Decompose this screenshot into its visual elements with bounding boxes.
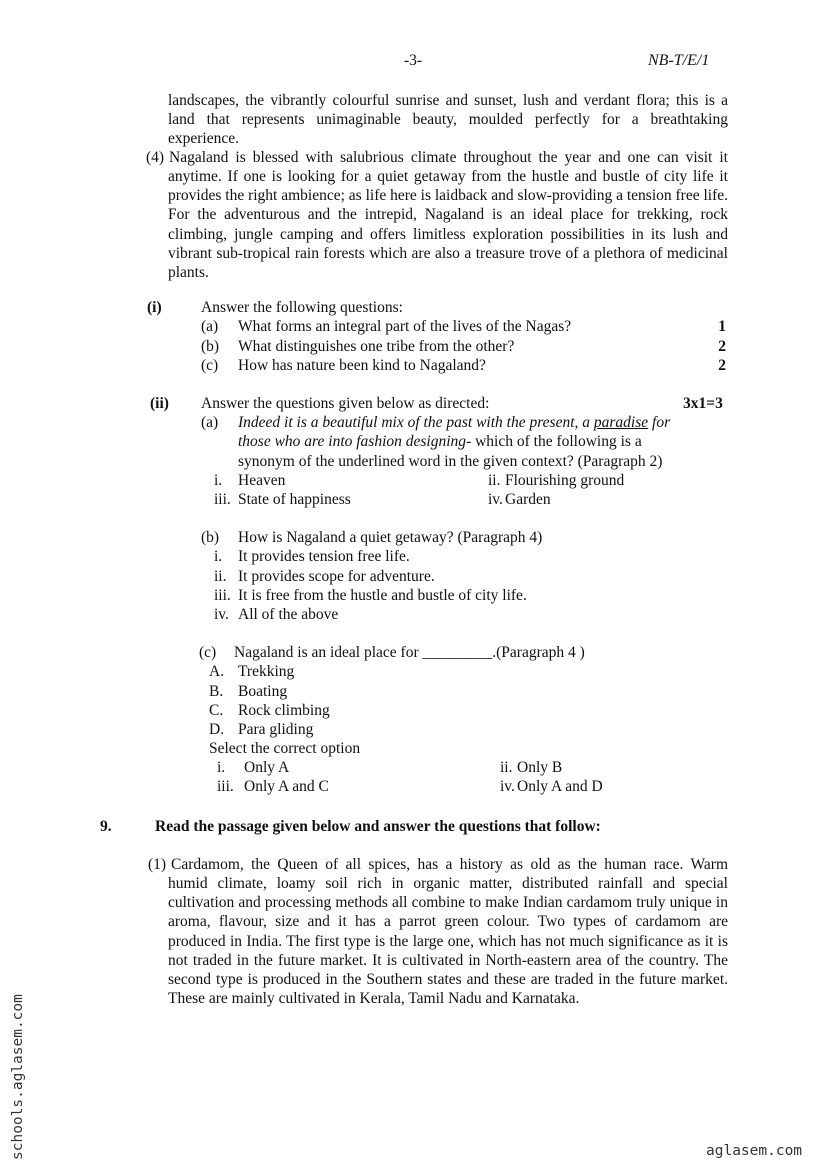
item-label: B. — [209, 683, 224, 700]
question-label: (b) — [201, 338, 220, 355]
question-text: What distinguishes one tribe from the other? — [238, 338, 515, 355]
paper-code: NB-T/E/1 — [648, 52, 710, 69]
option-label: iv. — [214, 606, 229, 623]
question-a-italic-text: for — [648, 414, 671, 431]
option-label: i. — [214, 472, 223, 489]
question-b-label: (b) — [201, 529, 220, 546]
question-a-italic-text: Indeed it is a beautiful mix of the past with the present, a — [238, 414, 594, 431]
question-b-text: How is Nagaland a quiet getaway? (Paragraph 4) — [238, 529, 543, 546]
passage-continued: landscapes, the vibrantly colourful sunrise and sunset, lush and verdant flora; this is a land that represents unimaginable beauty, moulded perfectly for a breathtaking experience. — [168, 92, 728, 148]
option-text: State of happiness — [238, 491, 351, 508]
item-label: D. — [209, 721, 225, 738]
section-ii-instruction: Answer the questions given below as directed: — [201, 395, 490, 412]
question-marks: 2 — [718, 338, 726, 355]
question-a-plain-text: - which of the following is a — [466, 433, 642, 450]
item-text: Trekking — [238, 663, 295, 680]
option-text: It provides scope for adventure. — [238, 568, 435, 585]
section-ii-number: (ii) — [150, 395, 169, 412]
item-label: C. — [209, 702, 224, 719]
paragraph-1-first-line: Cardamom, the Queen of all spices, has a history as old as the human race. Warm — [171, 856, 728, 873]
select-instruction: Select the correct option — [209, 740, 361, 757]
section-i-instruction: Answer the following questions: — [201, 299, 403, 316]
option-text: Only A — [244, 759, 290, 776]
item-text: Para gliding — [238, 721, 314, 738]
question-text: How has nature been kind to Nagaland? — [238, 357, 486, 374]
question-a-italic-text: those who are into fashion designing — [238, 433, 467, 450]
section-ii-marks: 3x1=3 — [683, 395, 723, 412]
question-a-label: (a) — [201, 414, 219, 431]
option-text: It is free from the hustle and bustle of city life. — [238, 587, 527, 604]
paragraph-1-text: humid climate, loamy soil rich in organic matter, distributed rainfall and special cultivation and processing methods all combine to make Indian cardamom truly unique in aroma, flavour, size and it has a parrot green colour. Two types of cardamom are produced in India. The first type is the large one, which has not much significance as it is not traded in the future market. It is cultivated in North-eastern area of the country. The second type is produced in the Southern states and these are traded in the future market. These are mainly cultivated in Kerala, Tamil Nadu and Karnataka. — [168, 875, 728, 1008]
question-c-text: Nagaland is an ideal place for _________.(Paragraph 4 ) — [234, 644, 585, 661]
item-label: A. — [209, 663, 225, 680]
bottom-watermark: aglasem.com — [706, 1143, 803, 1159]
question-a-line-1 — [238, 413, 670, 432]
paragraph-1-number: (1) — [148, 856, 167, 873]
question-label: (c) — [201, 357, 219, 374]
question-text: What forms an integral part of the lives of the Nagas? — [238, 318, 572, 335]
option-text: It provides tension free life. — [238, 548, 410, 565]
option-label: iv. — [500, 778, 515, 795]
option-text: Heaven — [238, 472, 286, 489]
option-label: ii. — [214, 568, 227, 585]
question-9-number: 9. — [100, 818, 112, 835]
item-text: Boating — [238, 683, 288, 700]
question-a-line-2 — [238, 432, 642, 451]
option-label: iv. — [488, 491, 503, 508]
option-label: ii. — [500, 759, 513, 776]
option-label: iii. — [214, 587, 231, 604]
side-watermark: schools.aglasem.com — [10, 994, 26, 1160]
option-text: Only A and C — [244, 778, 329, 795]
question-marks: 1 — [718, 318, 726, 335]
option-text: Only B — [517, 759, 563, 776]
option-text: Flourishing ground — [505, 472, 625, 489]
option-label: i. — [217, 759, 226, 776]
option-text: Only A and D — [517, 778, 603, 795]
option-label: ii. — [488, 472, 501, 489]
page-number: -3- — [404, 52, 423, 69]
question-9-heading: Read the passage given below and answer the questions that follow: — [155, 818, 601, 835]
paragraph-4-number: (4) — [146, 149, 165, 166]
option-label: iii. — [217, 778, 234, 795]
paragraph-4-first-line: Nagaland is blessed with salubrious climate throughout the year and one can visit it — [169, 149, 728, 166]
paragraph-4-text: anytime. If one is looking for a quiet getaway from the hustle and bustle of city life it provides the right ambience; as life here is laidback and slow-providing a tension free life. For the adventurous and the intrepid, Nagaland is an ideal place for trekking, rock climbing, jungle camping and offers limitless exploration possibilities in its lush and vibrant sub-tropical rain forests which are also a treasure trove of a plethora of medicinal plants. — [168, 168, 728, 282]
section-i-number: (i) — [147, 299, 162, 316]
option-text: All of the above — [238, 606, 339, 623]
question-label: (a) — [201, 318, 219, 335]
option-text: Garden — [505, 491, 551, 508]
question-c-label: (c) — [199, 644, 217, 661]
question-marks: 2 — [718, 357, 726, 374]
question-a-line-3: synonym of the underlined word in the given context? (Paragraph 2) — [238, 453, 663, 470]
item-text: Rock climbing — [238, 702, 330, 719]
option-label: i. — [214, 548, 223, 565]
underlined-word: paradise — [593, 414, 649, 431]
option-label: iii. — [214, 491, 231, 508]
